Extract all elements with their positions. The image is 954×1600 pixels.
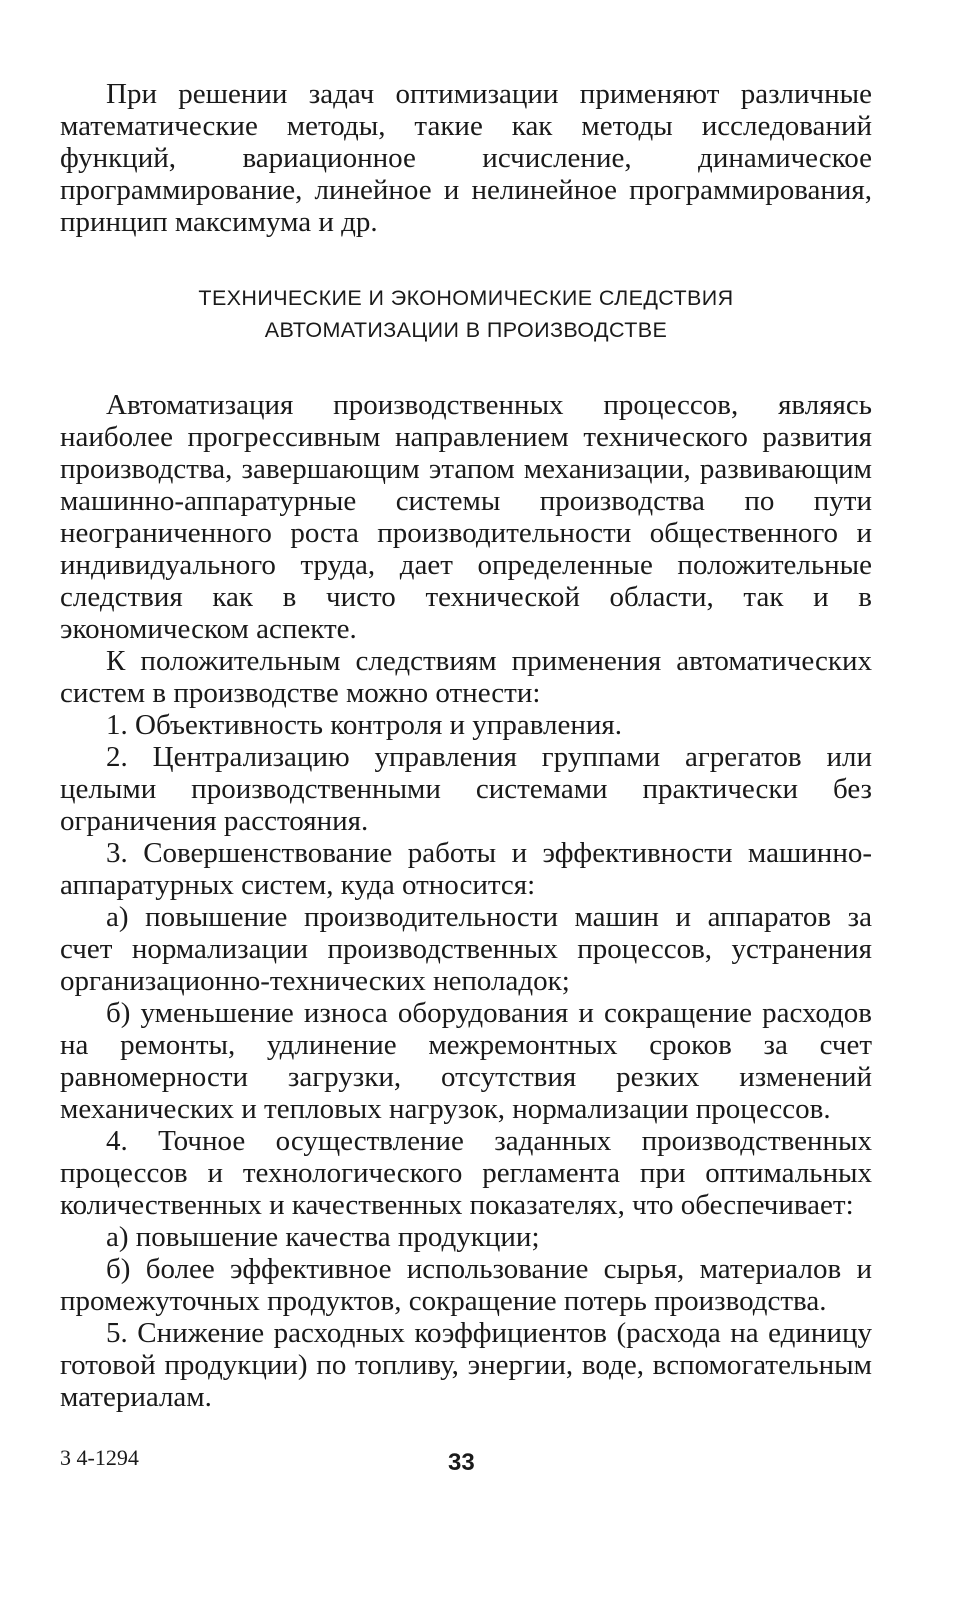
list-item: 4. Точное осуществление заданных производственных процессов и технологического регламента при оптимальных количественных и качественных показателях, что обеспечивает:: [60, 1125, 872, 1221]
sub-list-item: а) повышение производительности машин и аппаратов за счет нормализации производственных процессов, устранения организационно-технических неполадок;: [60, 901, 872, 997]
paragraph: Автоматизация производственных процессов, являясь наиболее прогрессивным направлением технического развития производства, завершающим этапом механизации, развивающим машинно-аппаратурные системы производства по пути неограниченного роста производительности общественного и индивидуального труда, дает определенные положительные следствия как в чисто технической области, так и в экономическом аспекте.: [60, 389, 872, 645]
signature-mark: 3 4-1294: [60, 1445, 139, 1470]
list-item: 5. Снижение расходных коэффициентов (расхода на единицу готовой продукции) по топливу, энергии, воде, вспомогательным материалам.: [60, 1317, 872, 1413]
sub-list-item: б) уменьшение износа оборудования и сокращение расходов на ремонты, удлинение межремонтных сроков за счет равномерности загрузки, отсутствия резких изменений механических и тепловых нагрузок, нормализации процессов.: [60, 997, 872, 1125]
list-item: 1. Объективность контроля и управления.: [106, 709, 622, 741]
section-heading: [60, 282, 872, 346]
intro-paragraph: При решении задач оптимизации применяют различные математические методы, такие как методы исследований функций, вариационное исчисление, динамическое программирование, линейное и нелинейное программирования, принцип максимума и др.: [60, 78, 872, 238]
sub-list-item: а) повышение качества продукции;: [106, 1221, 540, 1253]
page-footer: [0, 1445, 954, 1485]
section-heading-line-1: ТЕХНИЧЕСКИЕ И ЭКОНОМИЧЕСКИЕ СЛЕДСТВИЯ: [198, 286, 734, 310]
sub-list-item: б) более эффективное использование сырья, материалов и промежуточных продуктов, сокращение потерь производства.: [60, 1253, 872, 1317]
list-item: 2. Централизацию управления группами агрегатов или целыми производственными системами практически без ограничения расстояния.: [60, 741, 872, 837]
section-heading-line-2: АВТОМАТИЗАЦИИ В ПРОИЗВОДСТВЕ: [264, 318, 668, 342]
paragraph: К положительным следствиям применения автоматических систем в производстве можно отнести:: [60, 645, 872, 709]
page-body: [60, 78, 872, 1413]
page-number: 33: [448, 1449, 475, 1476]
list-item: 3. Совершенствование работы и эффективности машинно-аппаратурных систем, куда относится:: [60, 837, 872, 901]
